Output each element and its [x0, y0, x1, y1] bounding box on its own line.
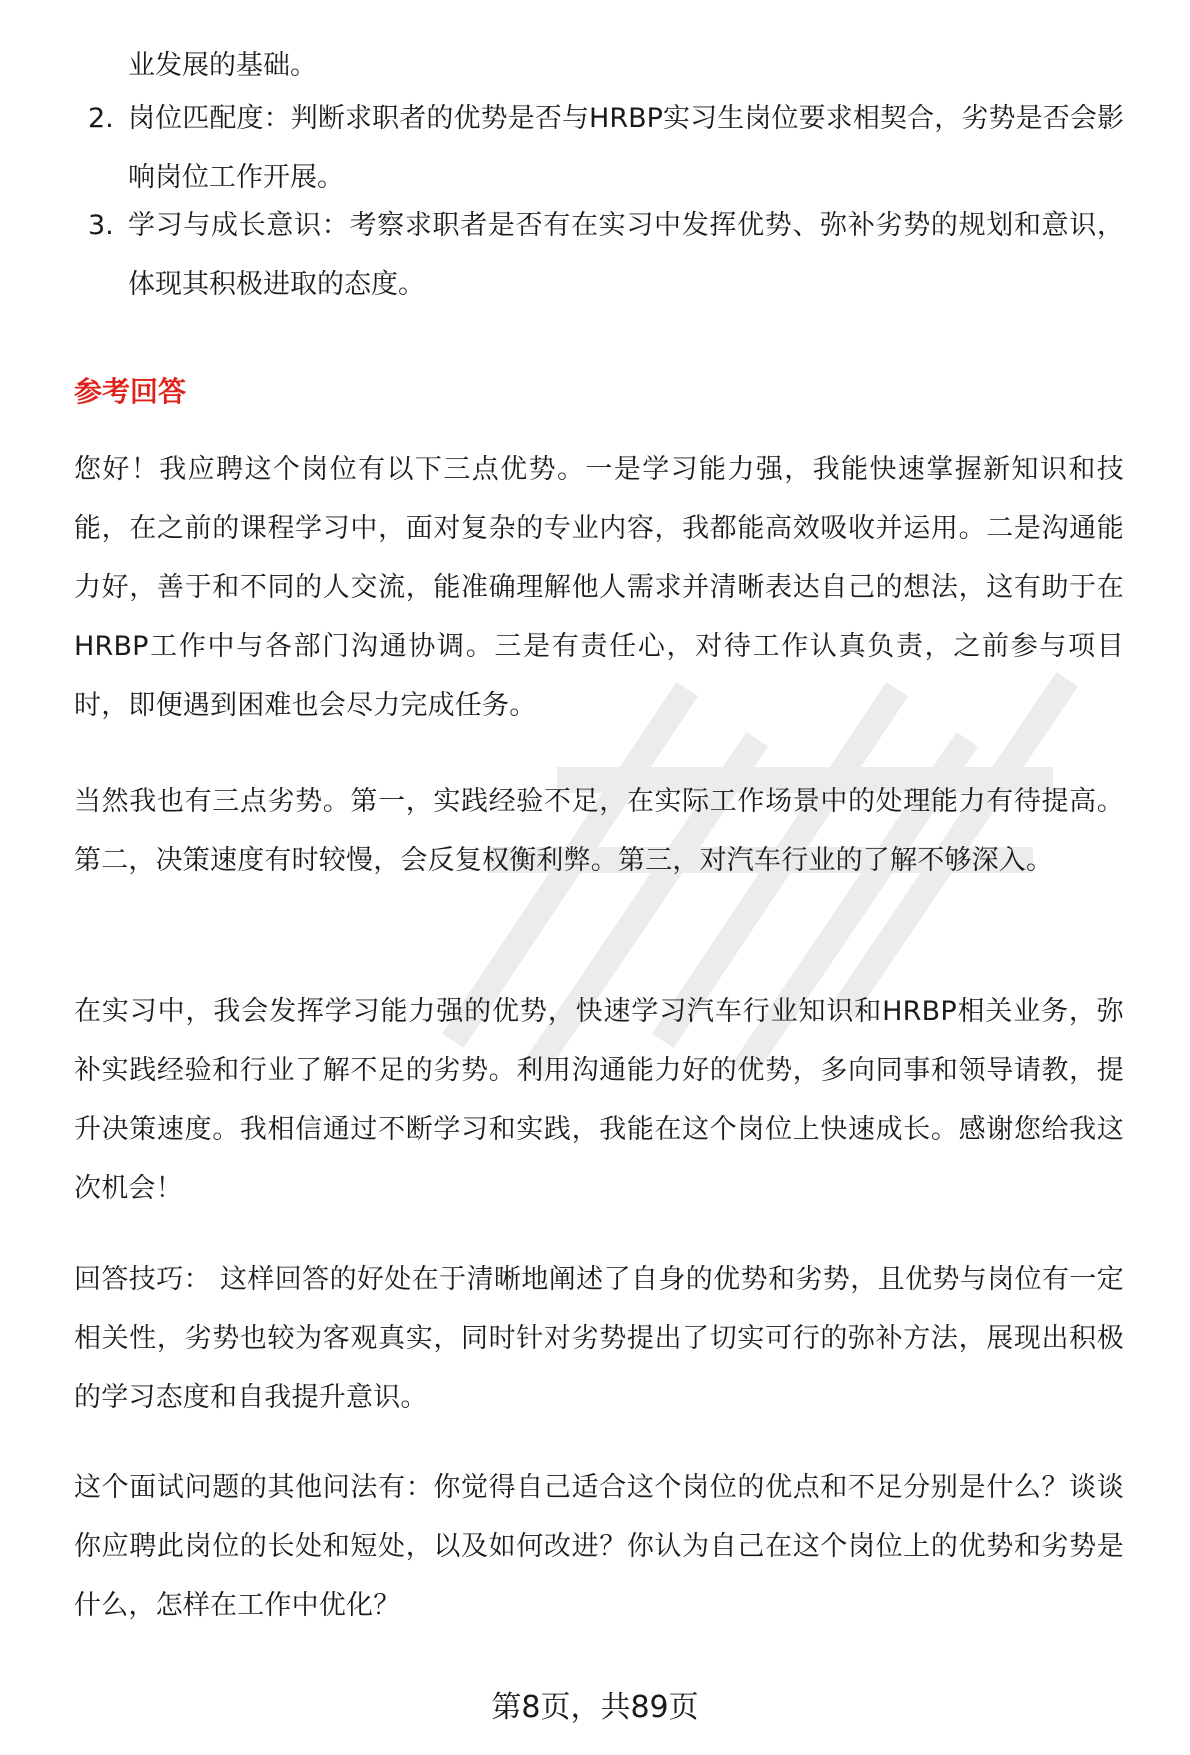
list-item-3: [88, 196, 1124, 314]
paragraph-answer-tips: [74, 1250, 1124, 1427]
paragraph-3: [74, 982, 1124, 1218]
paragraph-text: 您好！我应聘这个岗位有以下三点优势。一是学习能力强，我能快速掌握新知识和技能，在之前的课程学习中，面对复杂的专业内容，我都能高效吸收并运用。二是沟通能力好，善于和不同的人交流，能准确理解他人需求并清晰表达自己的想法，这有助于在HRBP工作中与各部门沟通协调。三是有责任心，对待工作认真负责，之前参与项目时，即便遇到困难也会尽力完成任务。: [74, 454, 1124, 721]
list-item-text: 岗位匹配度：判断求职者的优势是否与HRBP实习生岗位要求相契合，劣势是否会影响岗位工作开展。: [128, 103, 1124, 193]
list-item-2: [88, 89, 1124, 207]
paragraph-text: 在实习中，我会发挥学习能力强的优势，快速学习汽车行业知识和HRBP相关业务，弥补实践经验和行业了解不足的劣势。利用沟通能力好的优势，多向同事和领导请教，提升决策速度。我相信通过不断学习和实践，我能在这个岗位上快速成长。感谢您给我这次机会！: [74, 996, 1124, 1204]
section-heading: 参考回答: [74, 375, 187, 408]
paragraph-alternate-questions: [74, 1458, 1124, 1635]
paragraph-1: [74, 440, 1124, 735]
list-item-text: 学习与成长意识：考察求职者是否有在实习中发挥优势、弥补劣势的规划和意识，体现其积极进取的态度。: [128, 210, 1124, 300]
list-number: 3.: [88, 210, 114, 241]
paragraph-2: [74, 772, 1124, 890]
list-continuation-line: 业发展的基础。: [128, 50, 317, 81]
paragraph-text: 回答技巧： 这样回答的好处在于清晰地阐述了自身的优势和劣势，且优势与岗位有一定相关性，劣势也较为客观真实，同时针对劣势提出了切实可行的弥补方法，展现出积极的学习态度和自我提升意识。: [74, 1264, 1124, 1413]
paragraph-text: 当然我也有三点劣势。第一，实践经验不足，在实际工作场景中的处理能力有待提高。第二，决策速度有时较慢，会反复权衡利弊。第三，对汽车行业的了解不够深入。: [74, 786, 1124, 876]
page-number-footer: 第8页，共89页: [491, 1690, 699, 1725]
list-number: 2.: [88, 103, 114, 134]
paragraph-text: 这个面试问题的其他问法有：你觉得自己适合这个岗位的优点和不足分别是什么？谈谈你应聘此岗位的长处和短处，以及如何改进？你认为自己在这个岗位上的优势和劣势是什么，怎样在工作中优化？: [74, 1472, 1124, 1621]
